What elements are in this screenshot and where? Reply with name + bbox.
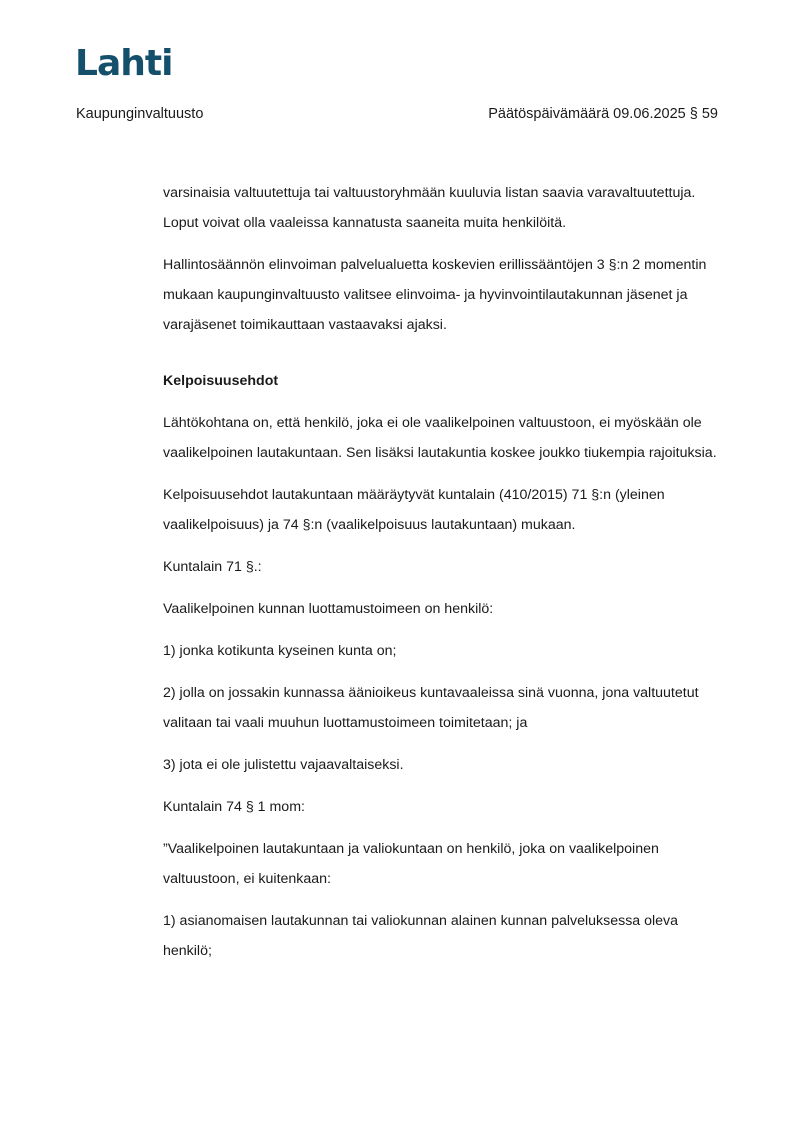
paragraph: 1) jonka kotikunta kyseinen kunta on;	[163, 643, 397, 659]
paragraph: 3) jota ei ole julistettu vajaavaltaiseksi.	[163, 757, 404, 773]
paragraph: ”Vaalikelpoinen lautakuntaan ja valiokuntaan on henkilö, joka on vaalikelpoinen valtuustoon, ei kuitenkaan:	[163, 841, 659, 887]
paragraph: Vaalikelpoinen kunnan luottamustoimeen on henkilö:	[163, 601, 494, 617]
paragraph: Kuntalain 74 § 1 mom:	[163, 799, 305, 815]
paragraph: 1) asianomaisen lautakunnan tai valiokunnan alainen kunnan palveluksessa oleva henkilö;	[163, 913, 679, 959]
lahti-logo: Lahti	[75, 43, 173, 84]
paragraph: varsinaisia valtuutettuja tai valtuustoryhmään kuuluvia listan saavia varavaltuutettuja. Loput voivat olla vaaleissa kannatusta saaneita muita henkilöitä.	[163, 185, 696, 231]
paragraph: Lähtökohtana on, että henkilö, joka ei ole vaalikelpoinen valtuustoon, ei myöskään ole vaalikelpoinen lautakuntaan. Sen lisäksi lautakuntia koskee joukko tiukempia rajoituksia.	[163, 415, 717, 461]
section-heading: Kelpoisuusehdot	[163, 373, 279, 389]
decision-date: Päätöspäivämäärä 09.06.2025 § 59	[488, 106, 718, 122]
paragraph: 2) jolla on jossakin kunnassa äänioikeus kuntavaaleissa sinä vuonna, jona valtuutetut valitaan tai vaali muuhun luottamustoimeen toimitetaan; ja	[163, 685, 699, 731]
paragraph: Kuntalain 71 §.:	[163, 559, 262, 575]
paragraph: Hallintosäännön elinvoiman palvelualuetta koskevien erillissääntöjen 3 §:n 2 momentin mukaan kaupunginvaltuusto valitsee elinvoima- ja hyvinvointilautakunnan jäsenet ja varajäsenet toimikauttaan vastaavaksi ajaksi.	[163, 257, 707, 333]
document-body	[163, 178, 723, 978]
paragraph: Kelpoisuusehdot lautakuntaan määräytyvät kuntalain (410/2015) 71 §:n (yleinen vaalikelpoisuus) ja 74 §:n (vaalikelpoisuus lautakuntaan) mukaan.	[163, 487, 665, 533]
organ-name: Kaupunginvaltuusto	[76, 106, 204, 122]
